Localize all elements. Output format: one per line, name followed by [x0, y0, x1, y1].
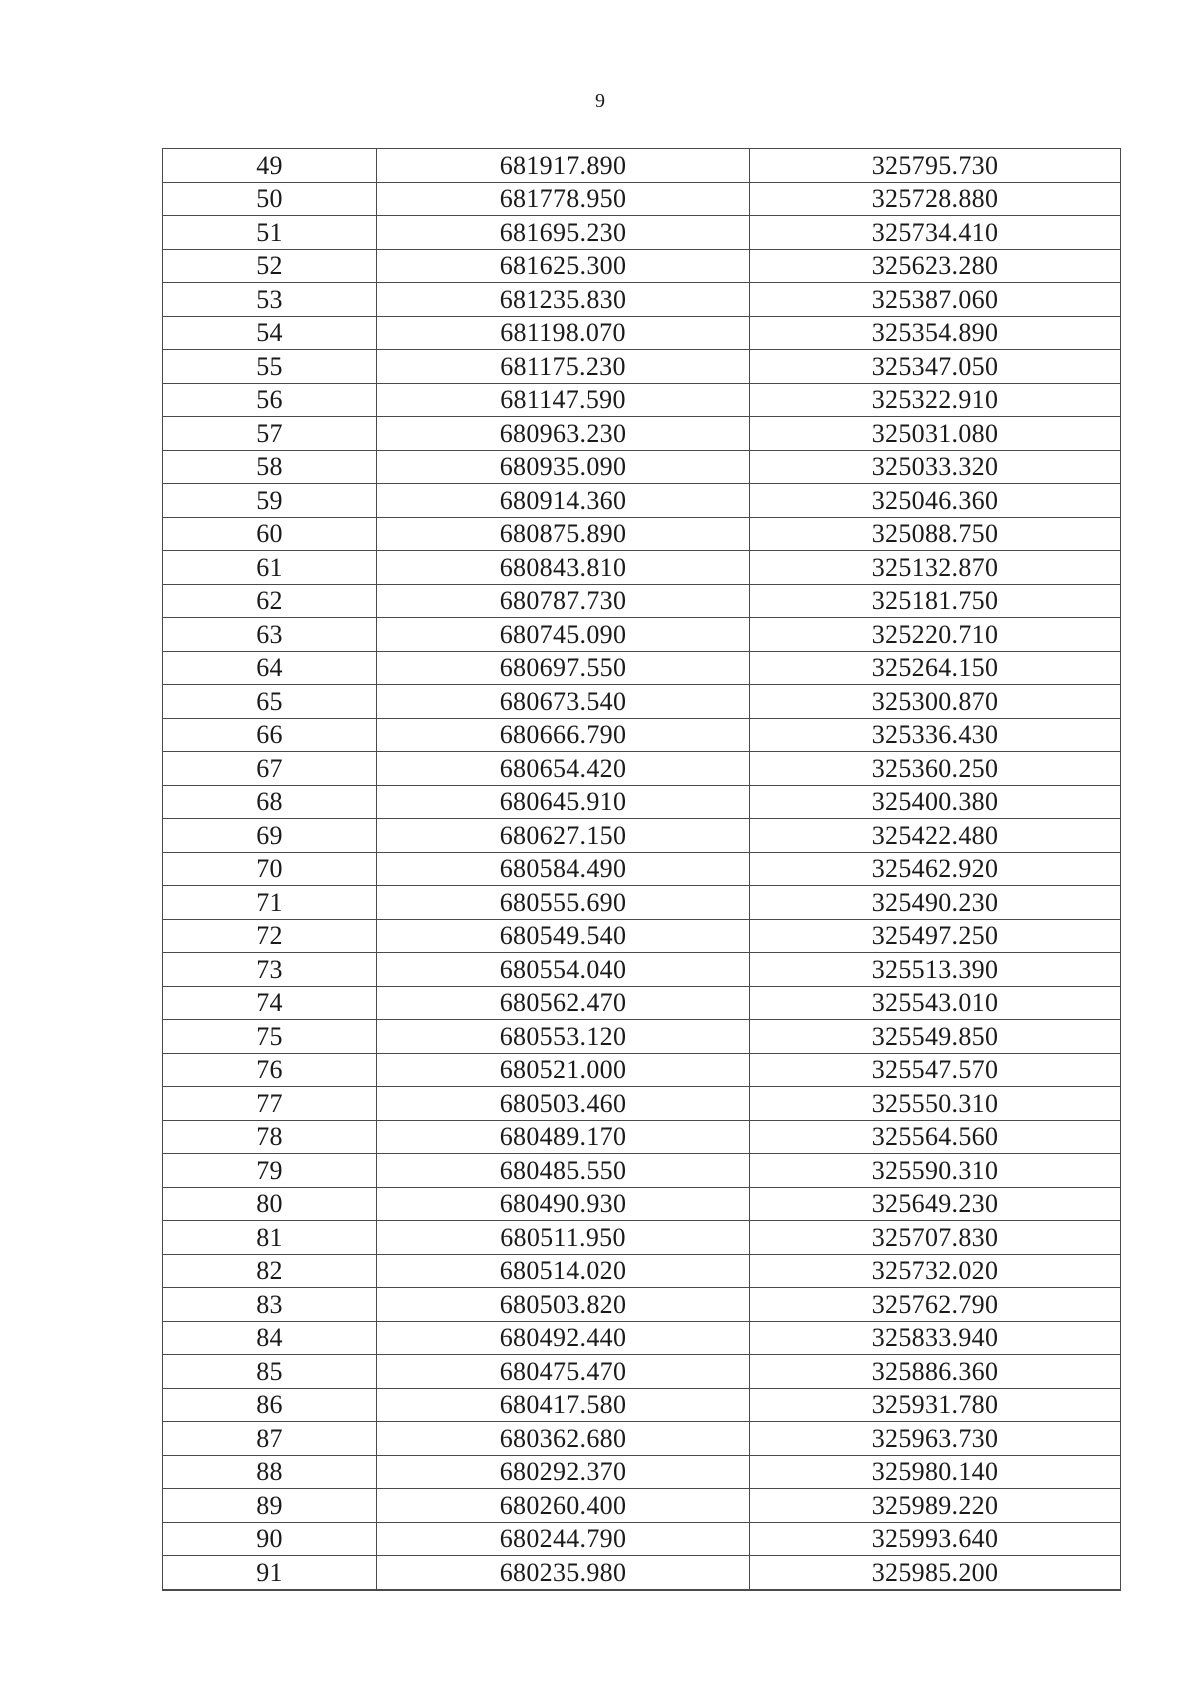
- y-coordinate-cell: 325980.140: [750, 1455, 1121, 1489]
- y-coordinate-cell: 325400.380: [750, 785, 1121, 819]
- y-coordinate-cell: 325550.310: [750, 1087, 1121, 1121]
- table-row: [163, 216, 1121, 250]
- y-coordinate-cell: 325220.710: [750, 618, 1121, 652]
- table-row: [163, 1087, 1121, 1121]
- point-number-cell: 72: [163, 919, 377, 953]
- y-coordinate-cell: 325360.250: [750, 752, 1121, 786]
- y-coordinate-cell: 325264.150: [750, 651, 1121, 685]
- point-number-cell: 82: [163, 1254, 377, 1288]
- x-coordinate-cell: 680875.890: [377, 517, 750, 551]
- y-coordinate-cell: 325347.050: [750, 350, 1121, 384]
- y-coordinate-cell: 325300.870: [750, 685, 1121, 719]
- point-number-cell: 54: [163, 316, 377, 350]
- point-number-cell: 88: [163, 1455, 377, 1489]
- point-number-cell: 63: [163, 618, 377, 652]
- point-number-cell: 68: [163, 785, 377, 819]
- table-row: [163, 1221, 1121, 1255]
- table-row: [163, 953, 1121, 987]
- y-coordinate-cell: 325795.730: [750, 149, 1121, 183]
- point-number-cell: 79: [163, 1154, 377, 1188]
- table-row: [163, 1288, 1121, 1322]
- y-coordinate-cell: 325590.310: [750, 1154, 1121, 1188]
- x-coordinate-cell: 680584.490: [377, 852, 750, 886]
- table-row: [163, 685, 1121, 719]
- x-coordinate-cell: 681917.890: [377, 149, 750, 183]
- x-coordinate-cell: 680514.020: [377, 1254, 750, 1288]
- point-number-cell: 91: [163, 1556, 377, 1590]
- table-row: [163, 149, 1121, 183]
- point-number-cell: 59: [163, 484, 377, 518]
- point-number-cell: 49: [163, 149, 377, 183]
- point-number-cell: 58: [163, 450, 377, 484]
- y-coordinate-cell: 325649.230: [750, 1187, 1121, 1221]
- x-coordinate-cell: 680485.550: [377, 1154, 750, 1188]
- table-row: [163, 1522, 1121, 1556]
- table-row: [163, 517, 1121, 551]
- table-row: [163, 1321, 1121, 1355]
- x-coordinate-cell: 680645.910: [377, 785, 750, 819]
- y-coordinate-cell: 325088.750: [750, 517, 1121, 551]
- y-coordinate-cell: 325181.750: [750, 584, 1121, 618]
- table-row: [163, 1020, 1121, 1054]
- y-coordinate-cell: 325985.200: [750, 1556, 1121, 1590]
- point-number-cell: 56: [163, 383, 377, 417]
- point-number-cell: 66: [163, 718, 377, 752]
- x-coordinate-cell: 680666.790: [377, 718, 750, 752]
- table-row: [163, 1556, 1121, 1590]
- x-coordinate-cell: 680555.690: [377, 886, 750, 920]
- y-coordinate-cell: 325422.480: [750, 819, 1121, 853]
- point-number-cell: 86: [163, 1388, 377, 1422]
- x-coordinate-cell: 680235.980: [377, 1556, 750, 1590]
- point-number-cell: 85: [163, 1355, 377, 1389]
- table-row: [163, 484, 1121, 518]
- y-coordinate-cell: 325354.890: [750, 316, 1121, 350]
- table-row: [163, 383, 1121, 417]
- point-number-cell: 76: [163, 1053, 377, 1087]
- table-row: [163, 1154, 1121, 1188]
- y-coordinate-cell: 325322.910: [750, 383, 1121, 417]
- table-row: [163, 1120, 1121, 1154]
- x-coordinate-cell: 680417.580: [377, 1388, 750, 1422]
- x-coordinate-cell: 681778.950: [377, 182, 750, 216]
- x-coordinate-cell: 680292.370: [377, 1455, 750, 1489]
- point-number-cell: 50: [163, 182, 377, 216]
- table-row: [163, 1254, 1121, 1288]
- table-row: [163, 1388, 1121, 1422]
- y-coordinate-cell: 325046.360: [750, 484, 1121, 518]
- x-coordinate-cell: 680503.460: [377, 1087, 750, 1121]
- x-coordinate-cell: 680914.360: [377, 484, 750, 518]
- x-coordinate-cell: 681198.070: [377, 316, 750, 350]
- y-coordinate-cell: 325564.560: [750, 1120, 1121, 1154]
- x-coordinate-cell: 681175.230: [377, 350, 750, 384]
- y-coordinate-cell: 325732.020: [750, 1254, 1121, 1288]
- x-coordinate-cell: 680260.400: [377, 1489, 750, 1523]
- table-row: [163, 350, 1121, 384]
- point-number-cell: 83: [163, 1288, 377, 1322]
- table-row: [163, 618, 1121, 652]
- table-row: [163, 283, 1121, 317]
- x-coordinate-cell: 680511.950: [377, 1221, 750, 1255]
- x-coordinate-cell: 680654.420: [377, 752, 750, 786]
- y-coordinate-cell: 325833.940: [750, 1321, 1121, 1355]
- point-number-cell: 80: [163, 1187, 377, 1221]
- y-coordinate-cell: 325543.010: [750, 986, 1121, 1020]
- point-number-cell: 73: [163, 953, 377, 987]
- point-number-cell: 77: [163, 1087, 377, 1121]
- x-coordinate-cell: 681235.830: [377, 283, 750, 317]
- x-coordinate-cell: 680627.150: [377, 819, 750, 853]
- table-row: [163, 1455, 1121, 1489]
- table-row: [163, 551, 1121, 585]
- y-coordinate-cell: 325031.080: [750, 417, 1121, 451]
- table-row: [163, 651, 1121, 685]
- y-coordinate-cell: 325734.410: [750, 216, 1121, 250]
- table-row: [163, 919, 1121, 953]
- point-number-cell: 90: [163, 1522, 377, 1556]
- coordinates-table: [162, 148, 1121, 1591]
- point-number-cell: 67: [163, 752, 377, 786]
- x-coordinate-cell: 680503.820: [377, 1288, 750, 1322]
- table-row: [163, 718, 1121, 752]
- y-coordinate-cell: 325387.060: [750, 283, 1121, 317]
- x-coordinate-cell: 680492.440: [377, 1321, 750, 1355]
- table-row: [163, 1053, 1121, 1087]
- y-coordinate-cell: 325513.390: [750, 953, 1121, 987]
- point-number-cell: 81: [163, 1221, 377, 1255]
- point-number-cell: 52: [163, 249, 377, 283]
- y-coordinate-cell: 325497.250: [750, 919, 1121, 953]
- y-coordinate-cell: 325623.280: [750, 249, 1121, 283]
- x-coordinate-cell: 681147.590: [377, 383, 750, 417]
- y-coordinate-cell: 325033.320: [750, 450, 1121, 484]
- table-row: [163, 886, 1121, 920]
- page-number: 9: [595, 90, 605, 112]
- x-coordinate-cell: 680521.000: [377, 1053, 750, 1087]
- x-coordinate-cell: 680244.790: [377, 1522, 750, 1556]
- point-number-cell: 60: [163, 517, 377, 551]
- table-row: [163, 819, 1121, 853]
- point-number-cell: 87: [163, 1422, 377, 1456]
- y-coordinate-cell: 325989.220: [750, 1489, 1121, 1523]
- x-coordinate-cell: 680935.090: [377, 450, 750, 484]
- x-coordinate-cell: 680362.680: [377, 1422, 750, 1456]
- table-row: [163, 852, 1121, 886]
- x-coordinate-cell: 680562.470: [377, 986, 750, 1020]
- x-coordinate-cell: 680697.550: [377, 651, 750, 685]
- point-number-cell: 75: [163, 1020, 377, 1054]
- y-coordinate-cell: 325963.730: [750, 1422, 1121, 1456]
- point-number-cell: 69: [163, 819, 377, 853]
- y-coordinate-cell: 325931.780: [750, 1388, 1121, 1422]
- point-number-cell: 61: [163, 551, 377, 585]
- x-coordinate-cell: 680490.930: [377, 1187, 750, 1221]
- y-coordinate-cell: 325728.880: [750, 182, 1121, 216]
- table-row: [163, 1187, 1121, 1221]
- y-coordinate-cell: 325336.430: [750, 718, 1121, 752]
- point-number-cell: 84: [163, 1321, 377, 1355]
- y-coordinate-cell: 325547.570: [750, 1053, 1121, 1087]
- table-row: [163, 986, 1121, 1020]
- table-row: [163, 450, 1121, 484]
- table-row: [163, 249, 1121, 283]
- y-coordinate-cell: 325886.360: [750, 1355, 1121, 1389]
- table-row: [163, 182, 1121, 216]
- x-coordinate-cell: 680549.540: [377, 919, 750, 953]
- y-coordinate-cell: 325462.920: [750, 852, 1121, 886]
- y-coordinate-cell: 325707.830: [750, 1221, 1121, 1255]
- y-coordinate-cell: 325132.870: [750, 551, 1121, 585]
- x-coordinate-cell: 680673.540: [377, 685, 750, 719]
- y-coordinate-cell: 325490.230: [750, 886, 1121, 920]
- x-coordinate-cell: 680787.730: [377, 584, 750, 618]
- point-number-cell: 55: [163, 350, 377, 384]
- point-number-cell: 71: [163, 886, 377, 920]
- table-row: [163, 1489, 1121, 1523]
- point-number-cell: 64: [163, 651, 377, 685]
- table-row: [163, 1422, 1121, 1456]
- y-coordinate-cell: 325549.850: [750, 1020, 1121, 1054]
- x-coordinate-cell: 681625.300: [377, 249, 750, 283]
- point-number-cell: 74: [163, 986, 377, 1020]
- point-number-cell: 51: [163, 216, 377, 250]
- coordinates-table-body: [163, 149, 1121, 1590]
- point-number-cell: 62: [163, 584, 377, 618]
- x-coordinate-cell: 680553.120: [377, 1020, 750, 1054]
- x-coordinate-cell: 680745.090: [377, 618, 750, 652]
- point-number-cell: 53: [163, 283, 377, 317]
- point-number-cell: 70: [163, 852, 377, 886]
- y-coordinate-cell: 325993.640: [750, 1522, 1121, 1556]
- table-row: [163, 417, 1121, 451]
- table-row: [163, 316, 1121, 350]
- x-coordinate-cell: 680554.040: [377, 953, 750, 987]
- point-number-cell: 65: [163, 685, 377, 719]
- x-coordinate-cell: 680843.810: [377, 551, 750, 585]
- table-row: [163, 584, 1121, 618]
- x-coordinate-cell: 680475.470: [377, 1355, 750, 1389]
- point-number-cell: 89: [163, 1489, 377, 1523]
- table-row: [163, 1355, 1121, 1389]
- table-row: [163, 785, 1121, 819]
- x-coordinate-cell: 680489.170: [377, 1120, 750, 1154]
- x-coordinate-cell: 681695.230: [377, 216, 750, 250]
- x-coordinate-cell: 680963.230: [377, 417, 750, 451]
- point-number-cell: 78: [163, 1120, 377, 1154]
- y-coordinate-cell: 325762.790: [750, 1288, 1121, 1322]
- table-row: [163, 752, 1121, 786]
- point-number-cell: 57: [163, 417, 377, 451]
